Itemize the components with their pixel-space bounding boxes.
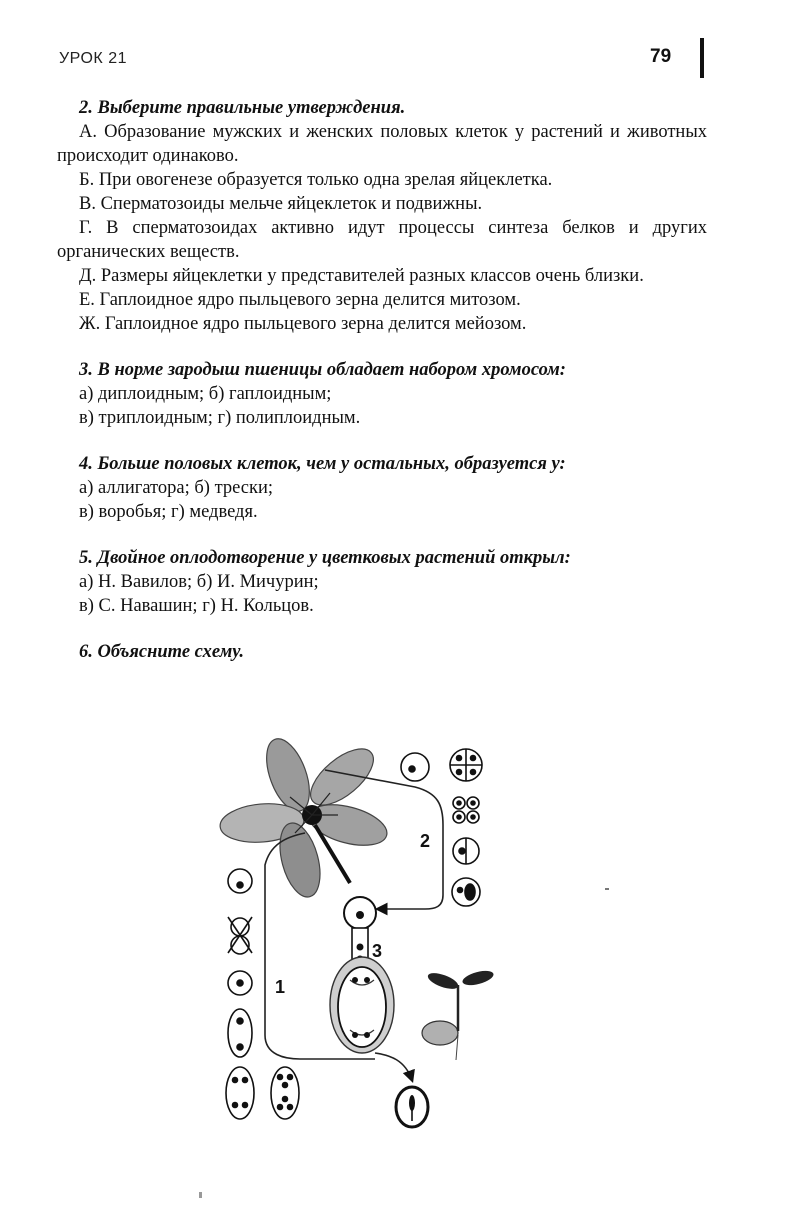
statement-g: Г. В сперматозоидах активно идут процессы синтеза белков и других органических веществ. (57, 218, 707, 262)
question-5-options-1: а) Н. Вавилов; б) И. Мичурин; (79, 572, 319, 592)
question-4-title: 4. Больше половых клеток, чем у остальных, образуется у: (79, 454, 566, 474)
statement-a: А. Образование мужских и женских половых клеток у растений и животных происходит одинаково. (57, 122, 707, 166)
question-5-title: 5. Двойное оплодотворение у цветковых растений открыл: (79, 548, 571, 568)
question-3-title: 3. В норме зародыш пшеницы обладает набором хромосом: (79, 360, 566, 380)
megaspore-development-stages (226, 869, 299, 1119)
seedling-illustration (422, 968, 495, 1060)
question-3-options-1: а) диплоидным; б) гаплоидным; (79, 384, 332, 404)
question-5-options-2: в) С. Навашин; г) Н. Кольцов. (79, 596, 314, 616)
pathway-arrow-to-seed (375, 1053, 412, 1080)
question-4-options-2: в) воробья; г) медведя. (79, 502, 258, 522)
ovule-with-pollen-tube (330, 897, 394, 1053)
question-6-title: 6. Объясните схему. (79, 642, 244, 662)
statement-b: Б. При овогенезе образуется только одна зрелая яйцеклетка. (79, 170, 553, 190)
seed-illustration (396, 1087, 428, 1127)
question-3-options-2: в) триплоидным; г) полиплоидным. (79, 408, 361, 428)
microspore-development-stages (401, 749, 482, 906)
question-4-options-1: а) аллигатора; б) трески; (79, 478, 274, 498)
label-2: 2 (420, 831, 431, 851)
statement-v: В. Сперматозоиды мельче яйцеклеток и подвижны. (79, 194, 483, 214)
statement-d: Д. Размеры яйцеклетки у представителей разных классов очень близки. (79, 266, 644, 286)
lesson-label: УРОК 21 (59, 50, 127, 67)
label-1: 1 (275, 977, 286, 997)
page-number-rule (700, 38, 704, 78)
print-mark (199, 1192, 202, 1198)
label-3: 3 (372, 941, 383, 961)
page-content (57, 96, 707, 664)
statement-e: Е. Гаплоидное ядро пыльцевого зерна делится митозом. (79, 290, 521, 310)
question-2-title: 2. Выберите правильные утверждения. (79, 98, 406, 118)
print-speck (605, 888, 609, 890)
double-fertilization-diagram (200, 735, 520, 1130)
statement-zh: Ж. Гаплоидное ядро пыльцевого зерна делится мейозом. (79, 314, 527, 334)
page-number: 79 (650, 46, 672, 67)
